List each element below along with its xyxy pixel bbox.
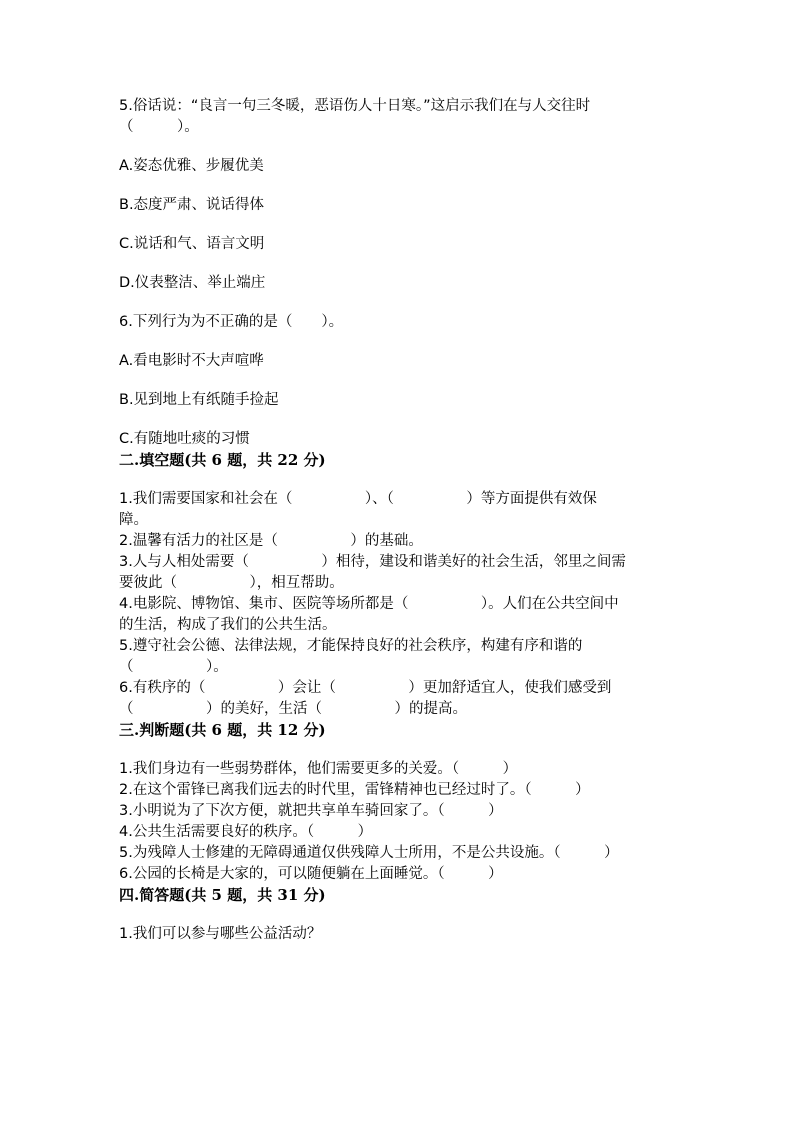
question-5-option-a: A.姿态优雅、步履优美 — [119, 158, 264, 174]
judge-line: 2.在这个雷锋已离我们远去的时代里，雷锋精神也已经过时了。（ ） — [119, 782, 590, 798]
question-5-option-b: B.态度严肃、说话得体 — [119, 197, 265, 213]
section-heading-short: 四.简答题(共 5 题，共 31 分) — [119, 886, 326, 904]
question-5-option-d: D.仪表整洁、举止端庄 — [119, 275, 266, 291]
fill-line: （ ）的美好，生活（ ）的提高。 — [119, 701, 467, 717]
fill-line: 要彼此（ ），相互帮助。 — [119, 575, 344, 591]
exam-page-content — [119, 96, 679, 945]
fill-line: 障。 — [119, 512, 148, 528]
judge-line: 6.公园的长椅是大家的，可以随便躺在上面睡觉。（ ） — [119, 866, 503, 882]
section-heading-judge: 三.判断题(共 6 题，共 12 分) — [119, 721, 326, 739]
question-5 — [119, 96, 679, 138]
judge-line: 1.我们身边有一些弱势群体，他们需要更多的关爱。（ ） — [119, 761, 518, 777]
short-question-1: 1.我们可以参与哪些公益活动？ — [119, 926, 322, 942]
fill-line: 4.电影院、博物馆、集市、医院等场所都是（ ）。人们在公共空间中 — [119, 596, 619, 612]
question-6-stem: 6.下列行为为不正确的是（ ）。 — [119, 314, 344, 330]
fill-line: （ ）。 — [119, 659, 228, 675]
question-5-stem-line-2: （ ）。 — [119, 119, 199, 135]
judge-questions — [119, 759, 679, 885]
section-heading-fill: 二.填空题(共 6 题，共 22 分) — [119, 451, 326, 469]
judge-line: 3.小明说为了下次方便，就把共享单车骑回家了。（ ） — [119, 803, 503, 819]
fill-line: 3.人与人相处需要（ ）相待，建设和谐美好的社会生活，邻里之间需 — [119, 554, 626, 570]
fill-line: 5.遵守社会公德、法律法规，才能保持良好的社会秩序，构建有序和谐的 — [119, 638, 583, 654]
question-5-stem-line-1: 5.俗话说：“良言一句三冬暖，恶语伤人十日寒。”这启示我们在与人交往时 — [119, 98, 591, 114]
judge-line: 5.为残障人士修建的无障碍通道仅供残障人士所用，不是公共设施。（ ） — [119, 845, 619, 861]
fill-line: 1.我们需要国家和社会在（ ）、（ ）等方面提供有效保 — [119, 491, 597, 507]
judge-line: 4.公共生活需要良好的秩序。（ ） — [119, 824, 373, 840]
question-6-option-b: B.见到地上有纸随手捡起 — [119, 392, 279, 408]
question-6-option-a: A.看电影时不大声喧哗 — [119, 353, 264, 369]
question-6-option-c: C.有随地吐痰的习惯 — [119, 431, 250, 447]
question-5-option-c: C.说话和气、语言文明 — [119, 236, 265, 252]
fill-line: 2.温馨有活力的社区是（ ）的基础。 — [119, 533, 423, 549]
fill-questions — [119, 489, 679, 720]
fill-line: 的生活，构成了我们的公共生活。 — [119, 617, 337, 633]
fill-line: 6.有秩序的（ ）会让（ ）更加舒适宜人，使我们感受到 — [119, 680, 612, 696]
